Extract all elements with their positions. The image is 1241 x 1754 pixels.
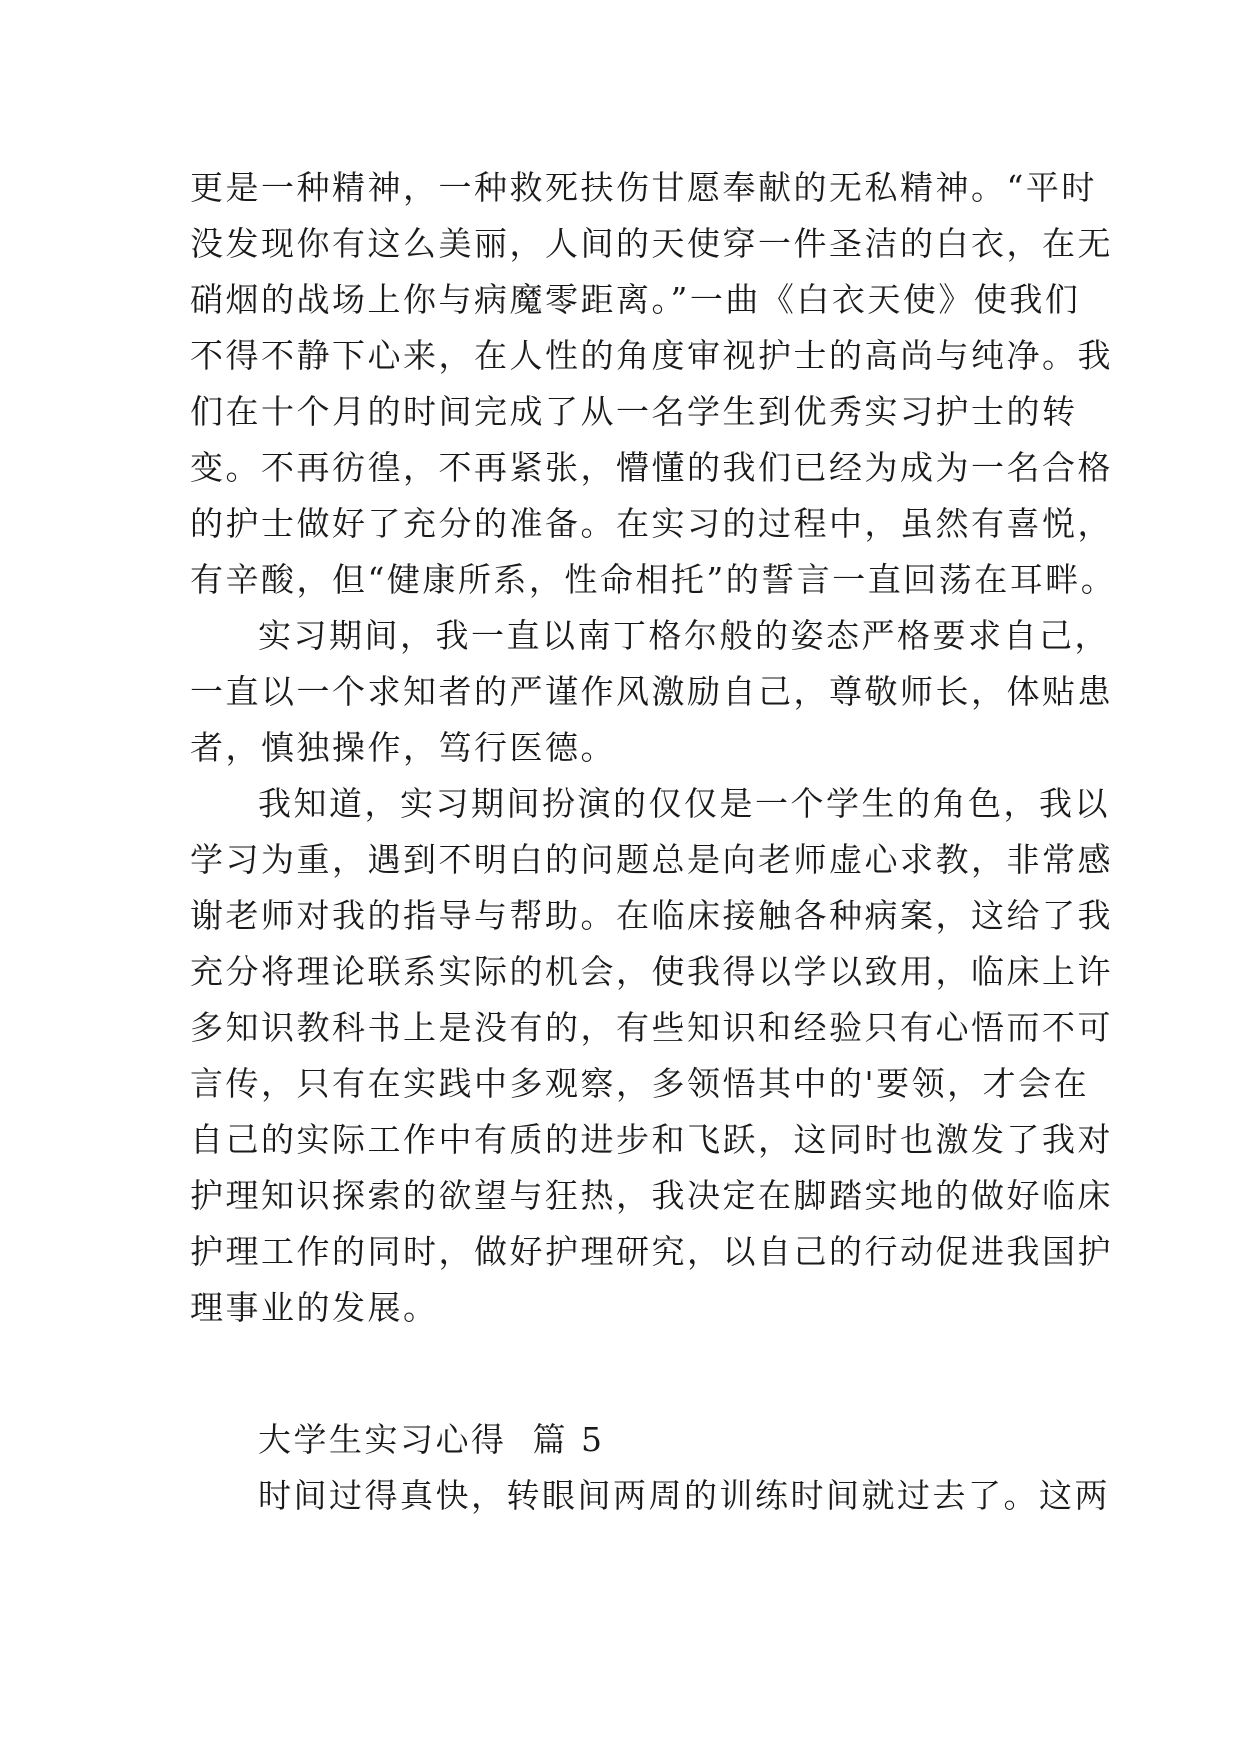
paragraph-start-line: 时间过得真快，转眼间两周的训练时间就过去了。这两 bbox=[258, 1476, 1110, 1515]
body-line: 一直以一个求知者的严谨作风激励自己，尊敬师长，体贴患 bbox=[190, 672, 1113, 711]
body-line: 硝烟的战场上你与病魔零距离。”一曲《白衣天使》使我们 bbox=[190, 280, 1081, 319]
section-heading: 大学生实习心得 篇 5 bbox=[258, 1420, 605, 1459]
body-line: 护理知识探索的欲望与狂热，我决定在脚踏实地的做好临床 bbox=[190, 1176, 1113, 1215]
body-line: 理事业的发展。 bbox=[190, 1288, 439, 1327]
body-line: 不得不静下心来，在人性的角度审视护士的高尚与纯净。我 bbox=[190, 336, 1113, 375]
body-line: 们在十个月的时间完成了从一名学生到优秀实习护士的转 bbox=[190, 392, 1078, 431]
body-line: 自己的实际工作中有质的进步和飞跃，这同时也激发了我对 bbox=[190, 1120, 1113, 1159]
body-line: 充分将理论联系实际的机会，使我得以学以致用，临床上许 bbox=[190, 952, 1113, 991]
body-line: 多知识教科书上是没有的，有些知识和经验只有心悟而不可 bbox=[190, 1008, 1113, 1047]
body-line: 护理工作的同时，做好护理研究，以自己的行动促进我国护 bbox=[190, 1232, 1113, 1271]
body-line: 者，慎独操作，笃行医德。 bbox=[190, 728, 616, 767]
body-line: 更是一种精神，一种救死扶伤甘愿奉献的无私精神。“平时 bbox=[190, 168, 1097, 207]
body-line: 变。不再彷徨，不再紧张，懵懂的我们已经为成为一名合格 bbox=[190, 448, 1113, 487]
body-line: 有辛酸，但“健康所系，性命相托”的誓言一直回荡在耳畔。 bbox=[190, 560, 1117, 599]
body-line: 言传，只有在实践中多观察，多领悟其中的'要领，才会在 bbox=[190, 1064, 1090, 1103]
body-line: 谢老师对我的指导与帮助。在临床接触各种病案，这给了我 bbox=[190, 896, 1113, 935]
paragraph-start-line: 我知道，实习期间扮演的仅仅是一个学生的角色，我以 bbox=[258, 784, 1110, 823]
body-line: 没发现你有这么美丽，人间的天使穿一件圣洁的白衣，在无 bbox=[190, 224, 1113, 263]
body-line: 的护士做好了充分的准备。在实习的过程中，虽然有喜悦， bbox=[190, 504, 1113, 543]
body-line: 学习为重，遇到不明白的问题总是向老师虚心求教，非常感 bbox=[190, 840, 1113, 879]
paragraph-start-line: 实习期间，我一直以南丁格尔般的姿态严格要求自己， bbox=[258, 616, 1110, 655]
